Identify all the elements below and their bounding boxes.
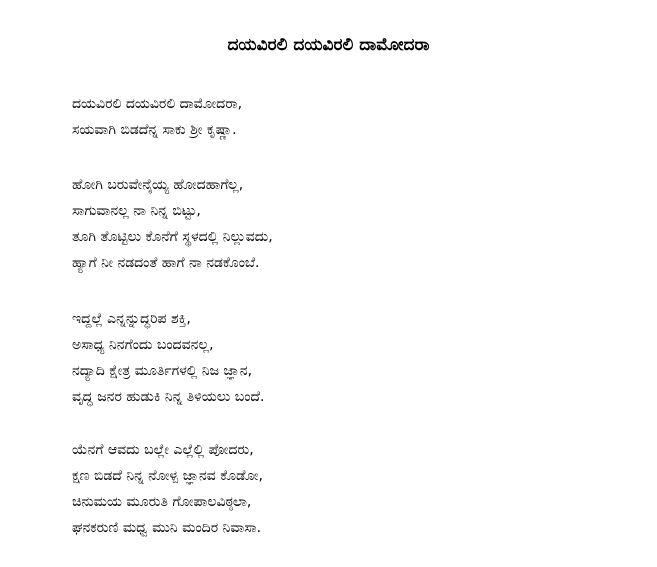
stanza-line: ಹೋಗಿ ಬರುವೇನೈಯ್ಯ ಹೋದಹಾಗೆಲ್ಲ,: [72, 177, 244, 193]
stanza-line: ಇದ್ದಲ್ಲೆ ಎನ್ನನ್ನುದ್ಧರಿಪ ಶಕ್ತಿ,: [72, 311, 191, 327]
stanza-3: [72, 306, 265, 410]
stanza-line: ತೂಗಿ ತೊಟ್ಟಿಲು ಕೊನೆಗೆ ಸ್ಥಳದಲ್ಲಿ ನಿಲ್ಲುವದು,: [72, 229, 273, 245]
stanza-line: ಸಾಗುವಾನಲ್ಲ ನಾ ನಿನ್ನ ಬಿಟ್ಟು,: [72, 203, 201, 219]
stanza-line: ನದ್ಯಾದಿ ಕ್ಷೇತ್ರ ಮೂರ್ತಿಗಳಲ್ಲಿ ನಿಜ ಜ್ಞಾನ,: [72, 363, 253, 379]
stanza-line: ಹ್ಯಾಗೆ ನೀ ನಡದಂತೆ ಹಾಗೆ ನಾ ನಡಕೊಂಬೆ.: [72, 255, 260, 271]
stanza-line: ಸಯವಾಗಿ ಬಿಡದೆನ್ನ ಸಾಕು ಶ್ರೀ ಕೃಷ್ಣಾ.: [72, 122, 237, 138]
stanza-2: [72, 172, 273, 276]
stanza-line: ಚಿನುಮಯ ಮೂರುತಿ ಗೋಪಾಲವಿಠ್ಠಲಾ,: [72, 494, 252, 510]
stanza-line: ಘನಕರುಣಿ ಮಧ್ವ ಮುನಿ ಮಂದಿರ ನಿವಾಸಾ.: [72, 520, 262, 536]
stanza-4: [72, 437, 263, 541]
stanza-line: ವೃದ್ಧ ಜನರ ಹುಡುಕಿ ನಿನ್ನ ತಿಳಿಯಲು ಬಂದೆ.: [72, 389, 265, 405]
stanza-1: [72, 91, 242, 143]
stanza-line: ಯೆನಗೆ ಆವದು ಬಲ್ಲೇ ಎಲ್ಲೆಲ್ಲಿ ಪೋದರು,: [72, 442, 254, 458]
stanza-line: ದಯವಿರಲಿ ದಯವಿರಲಿ ದಾಮೋದರಾ,: [72, 96, 243, 112]
song-title: ದಯವಿರಲಿ ದಯವಿರಲಿ ದಾಮೋದರಾ: [227, 35, 430, 55]
stanza-line: ಅಸಾಧ್ಯ ನಿನಗೆಂದು ಬಂದವನಲ್ಲ,: [72, 337, 214, 353]
stanza-line: ಕ್ಷಣ ಬಿಡದೆ ನಿನ್ನ ನೋಳ್ಪ ಜ್ಞಾನವ ಕೊಡೋ,: [72, 468, 263, 484]
